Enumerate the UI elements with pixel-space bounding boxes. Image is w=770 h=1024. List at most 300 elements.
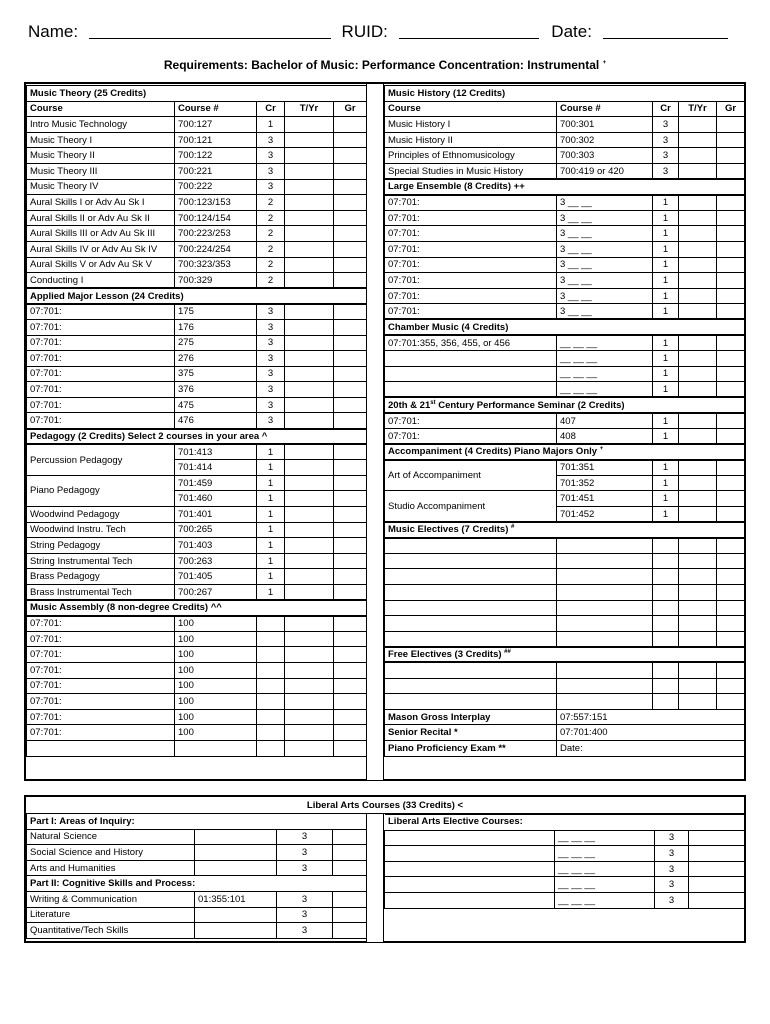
grade-cell[interactable] <box>717 163 745 179</box>
table-row <box>27 647 367 663</box>
requirement-value: 07:701:400 <box>557 725 745 741</box>
grade-cell[interactable] <box>334 210 367 226</box>
term-year-cell[interactable] <box>285 475 334 491</box>
course-name: Music Theory III <box>27 163 175 179</box>
course-credits: 1 <box>653 288 679 304</box>
grade-cell[interactable] <box>334 553 367 569</box>
term-year-cell[interactable] <box>679 117 717 133</box>
term-year-cell[interactable] <box>679 491 717 507</box>
blank-cell[interactable] <box>385 538 557 554</box>
term-year-cell[interactable] <box>285 382 334 398</box>
term-year-cell[interactable] <box>285 366 334 382</box>
grade-cell[interactable] <box>717 335 745 351</box>
blank-cell[interactable] <box>679 538 717 554</box>
grade-cell[interactable] <box>717 148 745 164</box>
grade-cell[interactable] <box>334 709 367 725</box>
course-number[interactable] <box>195 907 277 923</box>
name-field[interactable] <box>89 24 331 39</box>
term-year-cell[interactable] <box>679 429 717 445</box>
course-credits: 3 <box>257 382 285 398</box>
elective-name-cell[interactable] <box>385 877 555 893</box>
grade-cell[interactable] <box>334 382 367 398</box>
course-number[interactable] <box>195 845 277 861</box>
grade-cell[interactable] <box>334 273 367 289</box>
elective-name-cell[interactable] <box>385 892 555 908</box>
term-year-cell[interactable] <box>285 553 334 569</box>
course-credits: 2 <box>257 273 285 289</box>
grade-cell[interactable] <box>334 304 367 320</box>
term-year-cell[interactable] <box>679 460 717 476</box>
term-year-cell[interactable] <box>285 444 334 460</box>
date-field[interactable] <box>603 24 728 39</box>
term-year-cell[interactable] <box>285 725 334 741</box>
grade-cell[interactable] <box>334 522 367 538</box>
blank-cell[interactable] <box>385 678 557 694</box>
term-year-cell[interactable] <box>285 273 334 289</box>
course-credits: 3 <box>653 148 679 164</box>
section-header-row <box>385 647 745 663</box>
course-credits: 3 <box>277 892 333 908</box>
grade-cell[interactable] <box>717 273 745 289</box>
term-year-cell[interactable] <box>679 413 717 429</box>
grade-cell[interactable] <box>334 647 367 663</box>
grade-cell[interactable] <box>717 241 745 257</box>
grade-cell[interactable] <box>334 631 367 647</box>
course-number[interactable]: 3 __ __ <box>557 304 653 320</box>
grade-cell[interactable] <box>689 846 745 862</box>
course-number[interactable]: 3 __ __ <box>557 273 653 289</box>
table-row <box>27 241 367 257</box>
blank-cell[interactable] <box>653 600 679 616</box>
course-credits: 2 <box>257 241 285 257</box>
blank-cell[interactable] <box>557 585 653 601</box>
elective-name-cell[interactable] <box>385 830 555 846</box>
term-year-cell[interactable] <box>679 288 717 304</box>
term-year-cell[interactable] <box>285 163 334 179</box>
course-number: 700:302 <box>557 132 653 148</box>
course-credits <box>257 725 285 741</box>
term-year-cell[interactable] <box>679 163 717 179</box>
course-number: 175 <box>175 304 257 320</box>
term-year-cell[interactable] <box>285 195 334 211</box>
grade-cell[interactable] <box>717 257 745 273</box>
course-number[interactable]: __ __ __ <box>557 382 653 398</box>
course-number[interactable]: 3 __ __ <box>557 241 653 257</box>
term-year-cell[interactable] <box>679 195 717 211</box>
grade-cell[interactable] <box>334 725 367 741</box>
blank-cell[interactable] <box>385 585 557 601</box>
course-name: Music Theory I <box>27 132 175 148</box>
course-number[interactable]: __ __ __ <box>555 830 655 846</box>
term-year-cell[interactable] <box>285 585 334 601</box>
blank-cell[interactable] <box>679 616 717 632</box>
term-year-cell[interactable] <box>285 257 334 273</box>
table-row <box>27 163 367 179</box>
term-year-cell[interactable] <box>679 132 717 148</box>
term-year-cell[interactable] <box>285 117 334 133</box>
term-year-cell[interactable] <box>285 397 334 413</box>
course-credits: 1 <box>653 351 679 367</box>
term-year-cell[interactable] <box>285 319 334 335</box>
grade-cell[interactable] <box>333 829 367 845</box>
grade-cell[interactable] <box>334 148 367 164</box>
course-number: 100 <box>175 662 257 678</box>
table-row <box>385 585 745 601</box>
course-number[interactable]: 3 __ __ <box>557 226 653 242</box>
term-year-cell[interactable] <box>679 210 717 226</box>
table-row <box>385 273 745 289</box>
grade-cell[interactable] <box>717 117 745 133</box>
table-row <box>27 907 367 923</box>
blank-cell[interactable] <box>653 553 679 569</box>
blank-cell[interactable] <box>717 616 745 632</box>
term-year-cell[interactable] <box>679 335 717 351</box>
term-year-cell[interactable] <box>285 351 334 367</box>
grade-cell[interactable] <box>334 226 367 242</box>
course-credits: 1 <box>653 195 679 211</box>
term-year-cell[interactable] <box>285 460 334 476</box>
table-row <box>27 678 367 694</box>
blank-cell[interactable] <box>679 662 717 678</box>
course-number[interactable]: 3 __ __ <box>557 288 653 304</box>
blank-cell[interactable] <box>717 678 745 694</box>
grade-cell[interactable] <box>334 241 367 257</box>
course-number: 100 <box>175 709 257 725</box>
course-number[interactable]: __ __ __ <box>555 846 655 862</box>
grade-cell[interactable] <box>689 861 745 877</box>
course-prefix: 07:701: <box>27 366 175 382</box>
course-number[interactable] <box>195 923 277 939</box>
blank-cell[interactable] <box>557 678 653 694</box>
grade-cell[interactable] <box>717 475 745 491</box>
course-number: 176 <box>175 319 257 335</box>
grade-cell[interactable] <box>717 195 745 211</box>
blank-cell[interactable] <box>679 678 717 694</box>
term-year-cell[interactable] <box>285 569 334 585</box>
term-year-cell[interactable] <box>679 351 717 367</box>
term-year-cell[interactable] <box>679 273 717 289</box>
course-credits <box>257 616 285 632</box>
blank-cell[interactable] <box>679 569 717 585</box>
grade-cell[interactable] <box>334 569 367 585</box>
grade-cell[interactable] <box>334 397 367 413</box>
area-name: Natural Science <box>27 829 195 845</box>
table-row <box>27 444 367 460</box>
grade-cell[interactable] <box>334 662 367 678</box>
table-row <box>27 257 367 273</box>
blank-cell[interactable] <box>653 585 679 601</box>
section-header-row <box>27 288 367 304</box>
blank-cell[interactable] <box>557 631 653 647</box>
term-year-cell[interactable] <box>679 148 717 164</box>
table-row <box>27 195 367 211</box>
grade-cell[interactable] <box>717 304 745 320</box>
term-year-cell[interactable] <box>679 382 717 398</box>
grade-cell[interactable] <box>334 413 367 429</box>
term-year-cell[interactable] <box>285 631 334 647</box>
blank-cell[interactable] <box>679 585 717 601</box>
grade-cell[interactable] <box>334 538 367 554</box>
blank-cell[interactable] <box>653 569 679 585</box>
course-number[interactable]: __ __ __ <box>555 892 655 908</box>
grade-cell[interactable] <box>334 195 367 211</box>
blank-cell[interactable] <box>717 600 745 616</box>
grade-cell[interactable] <box>717 491 745 507</box>
course-prefix: 07:701: <box>27 709 175 725</box>
blank-cell[interactable] <box>717 694 745 710</box>
grade-cell[interactable] <box>334 257 367 273</box>
table-row <box>27 725 367 741</box>
course-number: 100 <box>175 678 257 694</box>
blank-cell[interactable] <box>557 600 653 616</box>
course-number: 701:403 <box>175 538 257 554</box>
blank-cell[interactable] <box>285 740 334 756</box>
grade-cell[interactable] <box>333 923 367 939</box>
grade-cell[interactable] <box>334 163 367 179</box>
course-number: 700:265 <box>175 522 257 538</box>
course-credits: 1 <box>257 117 285 133</box>
blank-cell[interactable] <box>717 553 745 569</box>
blank-cell[interactable] <box>257 740 285 756</box>
course-credits: 3 <box>655 892 689 908</box>
table-row <box>385 491 745 507</box>
term-year-cell[interactable] <box>285 413 334 429</box>
term-year-cell[interactable] <box>285 678 334 694</box>
course-number: 700:123/153 <box>175 195 257 211</box>
table-row <box>385 538 745 554</box>
grade-cell[interactable] <box>717 351 745 367</box>
course-number[interactable] <box>195 829 277 845</box>
blank-cell[interactable] <box>653 662 679 678</box>
table-row <box>385 725 745 741</box>
term-year-cell[interactable] <box>679 475 717 491</box>
grade-cell[interactable] <box>334 117 367 133</box>
course-number[interactable]: __ __ __ <box>555 877 655 893</box>
blank-cell[interactable] <box>557 616 653 632</box>
term-year-cell[interactable] <box>285 304 334 320</box>
term-year-cell[interactable] <box>285 226 334 242</box>
table-row <box>27 569 367 585</box>
blank-cell[interactable] <box>717 569 745 585</box>
blank-cell[interactable] <box>557 694 653 710</box>
course-credits: 3 <box>653 117 679 133</box>
grade-cell[interactable] <box>334 132 367 148</box>
blank-cell[interactable] <box>385 662 557 678</box>
table-row <box>385 335 745 351</box>
term-year-cell[interactable] <box>679 507 717 523</box>
grade-cell[interactable] <box>717 429 745 445</box>
grade-cell[interactable] <box>334 179 367 195</box>
grade-cell[interactable] <box>717 413 745 429</box>
grade-cell[interactable] <box>334 678 367 694</box>
grade-cell[interactable] <box>334 616 367 632</box>
term-year-cell[interactable] <box>679 366 717 382</box>
grade-cell[interactable] <box>334 460 367 476</box>
term-year-cell[interactable] <box>285 662 334 678</box>
term-year-cell[interactable] <box>285 210 334 226</box>
blank-cell[interactable] <box>653 678 679 694</box>
term-year-cell[interactable] <box>285 647 334 663</box>
music-electives-header: Music Electives (7 Credits) # <box>385 522 745 538</box>
blank-cell[interactable] <box>679 553 717 569</box>
ruid-field[interactable] <box>399 24 539 39</box>
term-year-cell[interactable] <box>285 132 334 148</box>
table-row <box>27 475 367 491</box>
grade-cell[interactable] <box>717 132 745 148</box>
blank-cell[interactable] <box>679 600 717 616</box>
grade-cell[interactable] <box>717 382 745 398</box>
grade-cell[interactable] <box>717 460 745 476</box>
term-year-cell[interactable] <box>679 304 717 320</box>
course-number: 375 <box>175 366 257 382</box>
grade-cell[interactable] <box>689 830 745 846</box>
blank-cell[interactable] <box>334 740 367 756</box>
term-year-cell[interactable] <box>285 335 334 351</box>
course-number[interactable]: __ __ __ <box>555 861 655 877</box>
grade-cell[interactable] <box>717 366 745 382</box>
blank-cell[interactable] <box>385 616 557 632</box>
table-row <box>27 273 367 289</box>
grade-cell[interactable] <box>333 845 367 861</box>
blank-cell[interactable] <box>557 662 653 678</box>
grade-cell[interactable] <box>334 475 367 491</box>
table-row <box>27 132 367 148</box>
page-title: Requirements: Bachelor of Music: Performance Concentration: Instrumental + <box>163 58 607 72</box>
elective-name-cell[interactable] <box>385 846 555 862</box>
table-row <box>27 148 367 164</box>
blank-cell[interactable] <box>653 538 679 554</box>
table-row <box>27 616 367 632</box>
blank-cell[interactable] <box>679 694 717 710</box>
table-row <box>385 861 745 877</box>
skill-name: Quantitative/Tech Skills <box>27 923 195 939</box>
elective-name-cell[interactable] <box>385 861 555 877</box>
grade-cell[interactable] <box>717 507 745 523</box>
course-number: 701:452 <box>557 507 653 523</box>
course-number[interactable]: 3 __ __ <box>557 195 653 211</box>
term-year-cell[interactable] <box>285 709 334 725</box>
term-year-cell[interactable] <box>679 257 717 273</box>
term-year-cell[interactable] <box>285 148 334 164</box>
blank-cell[interactable] <box>385 553 557 569</box>
term-year-cell[interactable] <box>285 522 334 538</box>
term-year-cell[interactable] <box>285 507 334 523</box>
blank-cell[interactable] <box>717 662 745 678</box>
date-label: Date: <box>551 22 592 41</box>
grade-cell[interactable] <box>689 892 745 908</box>
blank-cell[interactable] <box>557 569 653 585</box>
term-year-cell[interactable] <box>285 694 334 710</box>
grade-cell[interactable] <box>717 210 745 226</box>
blank-cell[interactable] <box>385 631 557 647</box>
course-credits: 3 <box>257 351 285 367</box>
course-name: Music Theory IV <box>27 179 175 195</box>
course-name: Aural Skills V or Adv Au Sk V <box>27 257 175 273</box>
blank-cell[interactable] <box>557 538 653 554</box>
term-year-cell[interactable] <box>285 616 334 632</box>
section-header-row <box>27 876 367 892</box>
table-row <box>27 845 367 861</box>
grade-cell[interactable] <box>333 892 367 908</box>
grade-cell[interactable] <box>717 226 745 242</box>
blank-cell[interactable] <box>385 600 557 616</box>
course-prefix: 07:701: <box>27 382 175 398</box>
course-number: 700:329 <box>175 273 257 289</box>
grade-cell[interactable] <box>334 491 367 507</box>
liberal-column-divider <box>366 814 384 942</box>
blank-cell[interactable] <box>717 538 745 554</box>
grade-cell[interactable] <box>333 860 367 876</box>
course-name: Intro Music Technology <box>27 117 175 133</box>
column-header-row <box>27 101 367 117</box>
grade-cell[interactable] <box>717 288 745 304</box>
blank-cell[interactable] <box>385 569 557 585</box>
grade-cell[interactable] <box>334 319 367 335</box>
course-credits: 1 <box>257 507 285 523</box>
term-year-cell[interactable] <box>285 241 334 257</box>
pedagogy-course-name: Brass Instrumental Tech <box>27 585 175 601</box>
blank-cell[interactable] <box>717 631 745 647</box>
blank-cell[interactable] <box>653 616 679 632</box>
accompaniment-header: Accompaniment (4 Credits) Piano Majors Only + <box>385 444 745 460</box>
term-year-cell[interactable] <box>285 491 334 507</box>
table-row <box>385 460 745 476</box>
course-number: 700:263 <box>175 553 257 569</box>
blank-cell[interactable] <box>653 631 679 647</box>
course-number[interactable]: 01:355:101 <box>195 892 277 908</box>
table-row <box>27 366 367 382</box>
grade-cell[interactable] <box>333 907 367 923</box>
grade-cell[interactable] <box>334 335 367 351</box>
skill-name: Literature <box>27 907 195 923</box>
blank-cell[interactable] <box>653 694 679 710</box>
course-number[interactable]: __ __ __ <box>557 351 653 367</box>
grade-cell[interactable] <box>334 694 367 710</box>
term-year-cell[interactable] <box>679 226 717 242</box>
course-prefix: 07:701: <box>385 241 557 257</box>
blank-cell[interactable] <box>175 740 257 756</box>
blank-cell[interactable] <box>679 631 717 647</box>
course-number[interactable]: 3 __ __ <box>557 257 653 273</box>
grade-cell[interactable] <box>689 877 745 893</box>
table-row <box>27 351 367 367</box>
blank-cell[interactable] <box>717 585 745 601</box>
grade-cell[interactable] <box>334 366 367 382</box>
course-prefix: 07:701: <box>385 413 557 429</box>
area-name: Arts and Humanities <box>27 860 195 876</box>
blank-cell[interactable] <box>27 740 175 756</box>
term-year-cell[interactable] <box>285 538 334 554</box>
col-course-number: Course # <box>557 101 653 117</box>
course-number[interactable]: __ __ __ <box>557 335 653 351</box>
blank-cell[interactable] <box>557 553 653 569</box>
section-header-row <box>385 319 745 335</box>
table-row <box>385 382 745 398</box>
course-credits: 1 <box>653 226 679 242</box>
col-grade: Gr <box>334 101 367 117</box>
course-number[interactable]: __ __ __ <box>557 366 653 382</box>
term-year-cell[interactable] <box>285 179 334 195</box>
blank-cell[interactable] <box>385 694 557 710</box>
course-number[interactable] <box>195 860 277 876</box>
grade-cell[interactable] <box>334 444 367 460</box>
course-credits: 1 <box>257 460 285 476</box>
grade-cell[interactable] <box>334 351 367 367</box>
course-number[interactable]: 3 __ __ <box>557 210 653 226</box>
grade-cell[interactable] <box>334 585 367 601</box>
grade-cell[interactable] <box>334 507 367 523</box>
term-year-cell[interactable] <box>679 241 717 257</box>
